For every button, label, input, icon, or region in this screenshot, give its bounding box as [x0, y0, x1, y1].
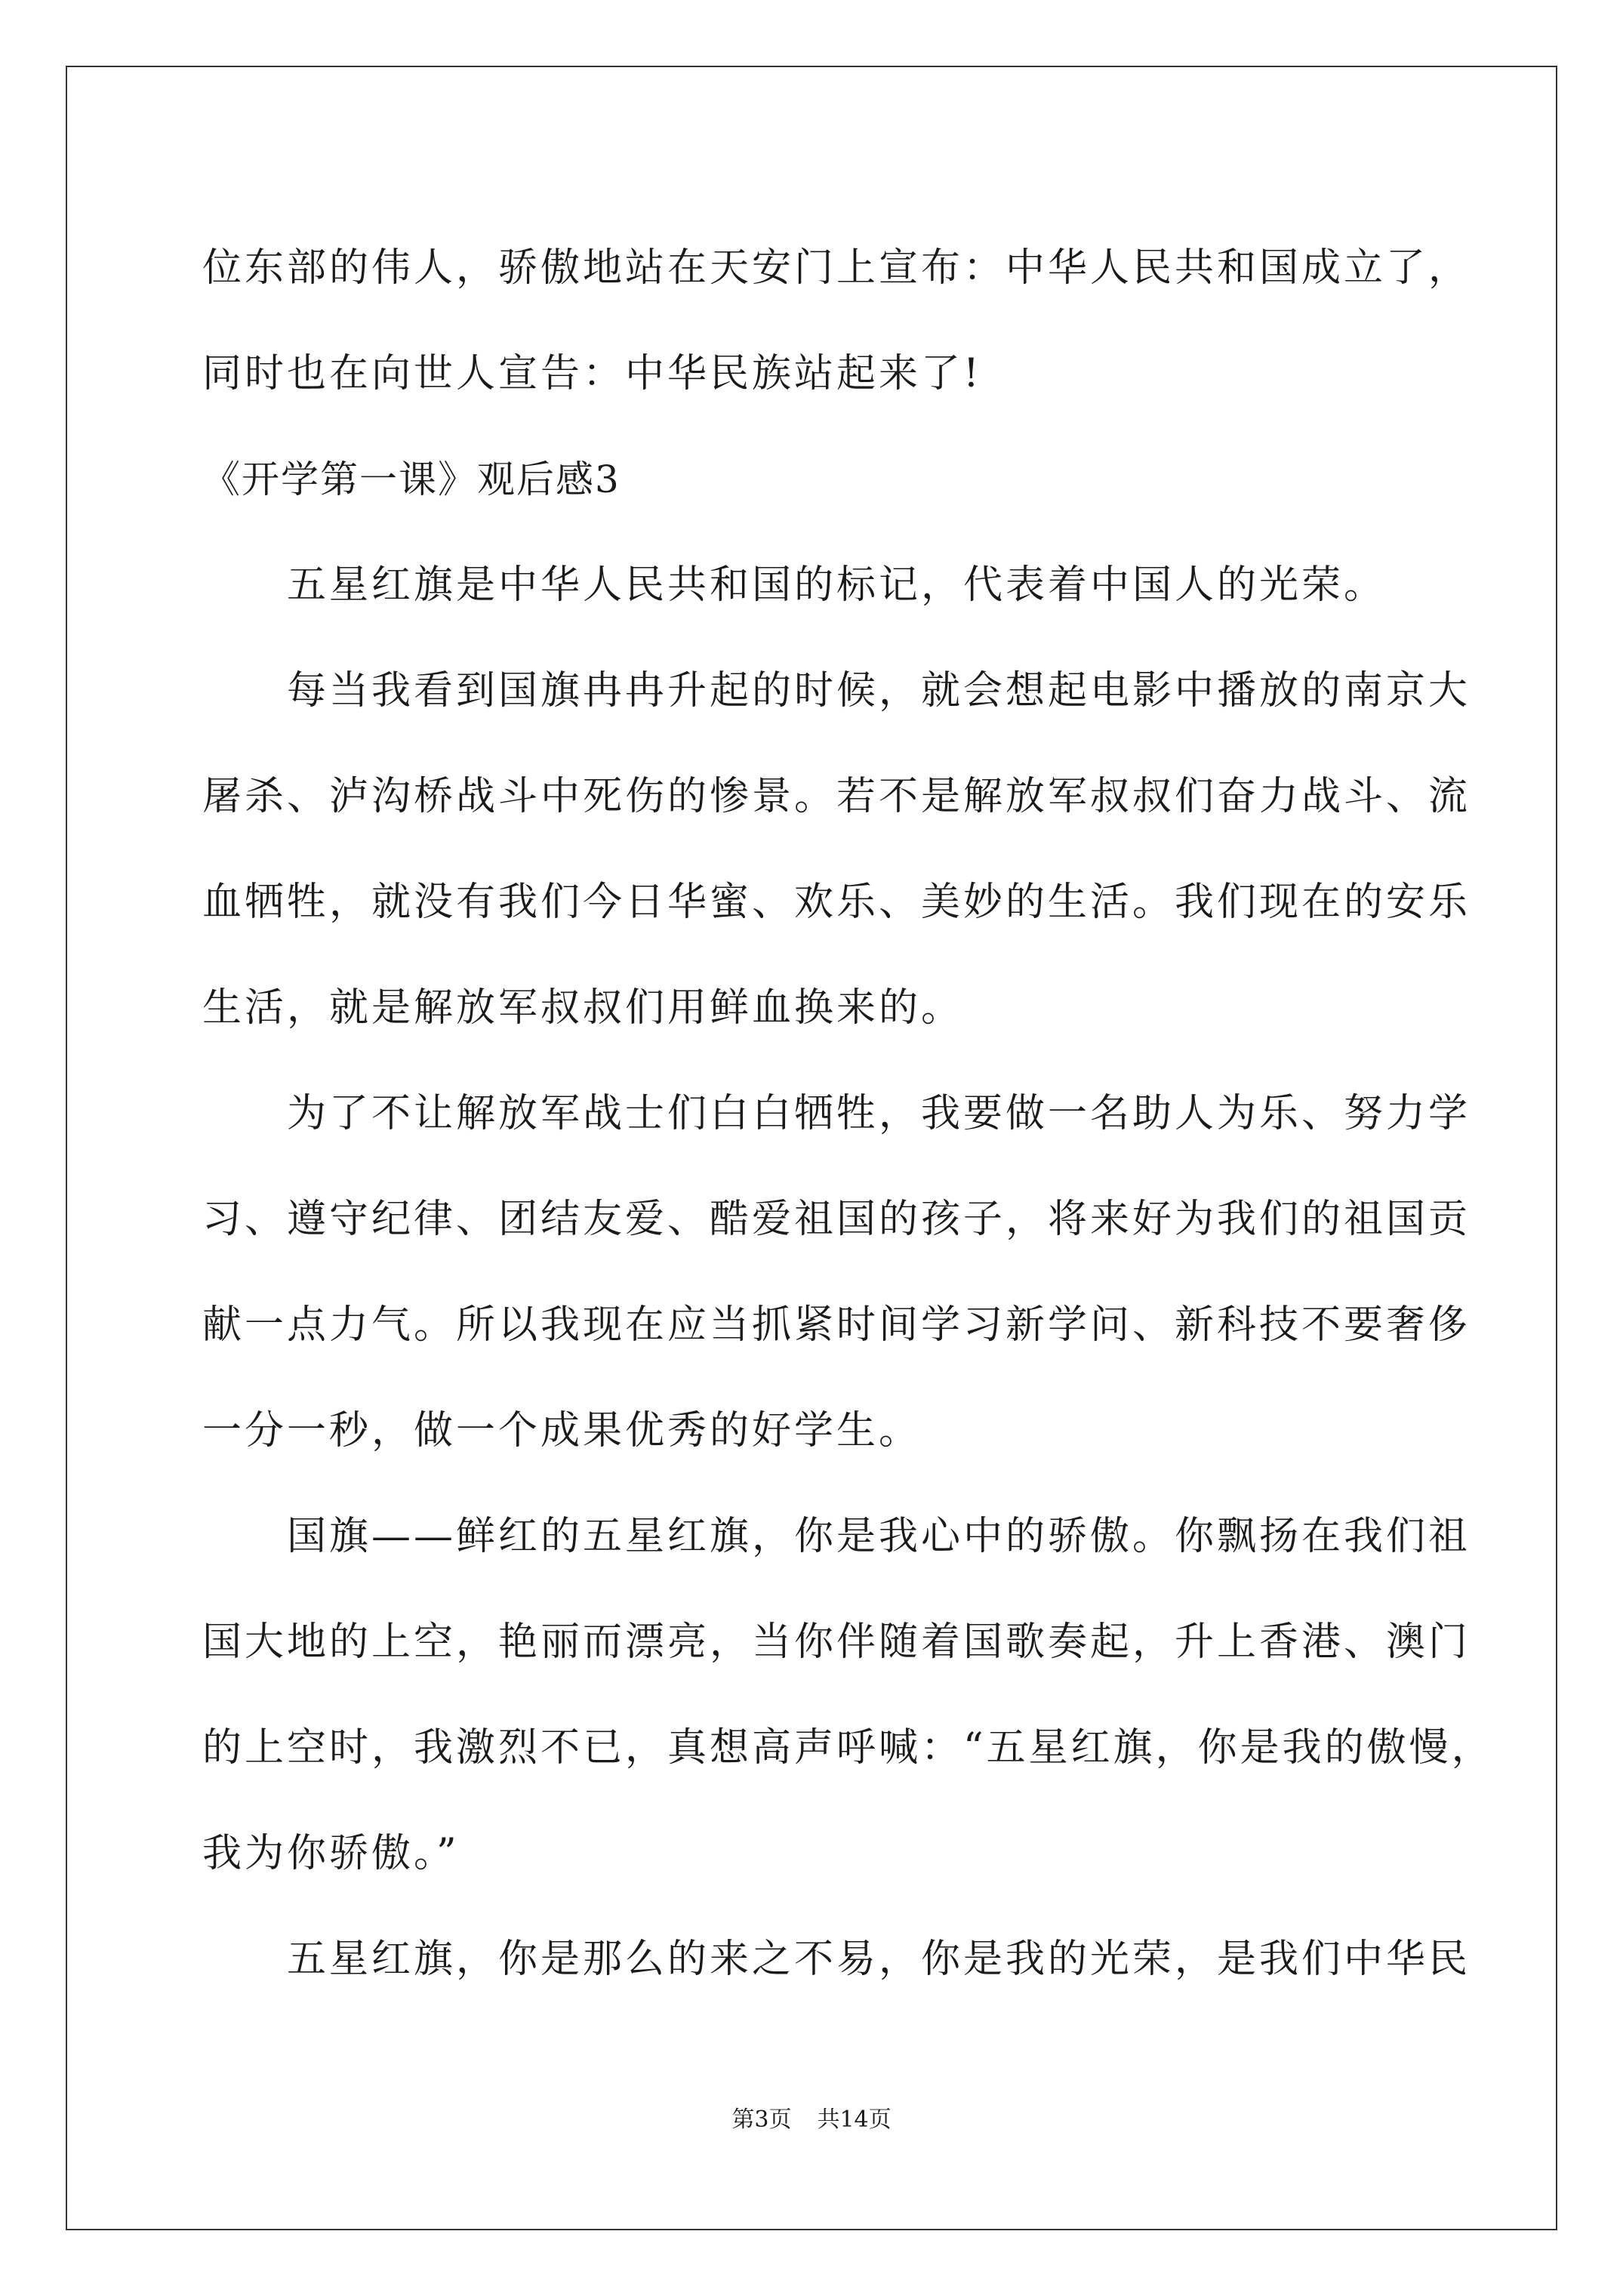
text-line: 位东部的伟人，骄傲地站在天安门上宣布：中华人民共和国成立了， — [202, 245, 1471, 291]
section-heading: 《开学第一课》观后感3 — [202, 458, 621, 501]
text-line: 五星红旗是中华人民共和国的标记，代表着中国人的光荣。 — [202, 562, 1387, 608]
document-body — [202, 215, 1494, 2012]
text-line: 国旗——鲜红的五星红旗，你是我心中的骄傲。你飘扬在我们祖 — [202, 1514, 1471, 1559]
page-total: 共14页 — [817, 2106, 892, 2133]
text-line: 的上空时，我激烈不已，真想高声呼喊：“五星红旗，你是我的傲慢， — [202, 1725, 1494, 1771]
text-line: 为了不让解放军战士们白白牺牲，我要做一名助人为乐、努力学 — [202, 1091, 1471, 1136]
text-line: 生活，就是解放军叔叔们用鲜血换来的。 — [202, 985, 964, 1031]
page-footer — [0, 2100, 1623, 2134]
text-line: 一分一秒，做一个成果优秀的好学生。 — [202, 1408, 922, 1453]
text-line: 每当我看到国旗冉冉升起的时候，就会想起电影中播放的南京大 — [202, 668, 1471, 713]
text-line: 我为你骄傲。” — [202, 1831, 460, 1876]
page-number: 第3页 — [731, 2106, 792, 2133]
text-line: 献一点力气。所以我现在应当抓紧时间学习新学问、新科技不要奢侈 — [202, 1302, 1471, 1348]
text-line: 五星红旗，你是那么的来之不易，你是我的光荣，是我们中华民 — [202, 1937, 1471, 1982]
text-line: 屠杀、泸沟桥战斗中死伤的惨景。若不是解放军叔叔们奋力战斗、流 — [202, 774, 1471, 819]
text-line: 习、遵守纪律、团结友爱、酷爱祖国的孩子，将来好为我们的祖国贡 — [202, 1197, 1471, 1242]
text-line: 国大地的上空，艳丽而漂亮，当你伴随着国歌奏起，升上香港、澳门 — [202, 1620, 1471, 1665]
text-line: 同时也在向世人宣告：中华民族站起来了! — [202, 351, 982, 396]
text-line: 血牺牲，就没有我们今日华蜜、欢乐、美妙的生活。我们现在的安乐 — [202, 880, 1471, 925]
